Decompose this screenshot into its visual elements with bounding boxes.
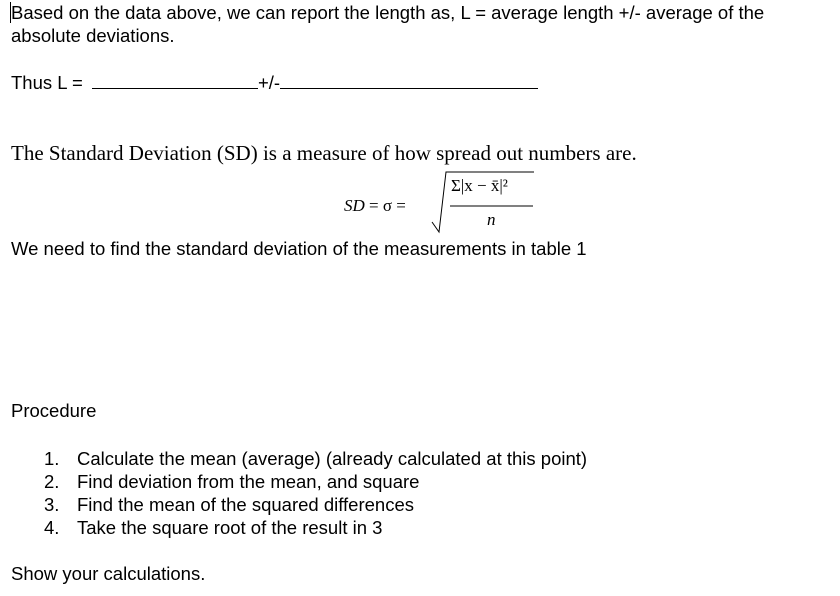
- square-root-icon: [344, 166, 544, 244]
- step-text: Calculate the mean (average) (already calculated at this point): [77, 448, 588, 469]
- sd-definition: The Standard Deviation (SD) is a measure of how spread out numbers are.: [11, 141, 637, 165]
- sd-formula: [344, 166, 544, 244]
- plus-minus-label: +/-: [257, 72, 281, 93]
- formula-denominator: n: [487, 210, 496, 229]
- thus-line: [11, 72, 538, 94]
- step-text: Find the mean of the squared differences: [77, 494, 414, 515]
- formula-numerator: Σ|x − x̄|²: [451, 176, 508, 195]
- step-number: 3.: [44, 494, 60, 515]
- closing-text: Show your calculations.: [11, 563, 206, 584]
- procedure-heading: Procedure: [11, 400, 97, 421]
- formula-sigma: = σ =: [364, 196, 406, 215]
- step-number: 1.: [44, 448, 60, 469]
- deviation-blank[interactable]: [280, 74, 538, 89]
- formula-sd-symbol: SD: [344, 196, 365, 215]
- intro-line-1: Based on the data above, we can report the length as, L = average length +/- average of the: [11, 2, 765, 23]
- intro-line-2: absolute deviations.: [11, 25, 175, 46]
- step-text: Take the square root of the result in 3: [77, 517, 383, 538]
- thus-label: Thus L =: [11, 72, 83, 93]
- step-number: 2.: [44, 471, 60, 492]
- average-length-blank[interactable]: [92, 74, 258, 89]
- task-text: We need to find the standard deviation of the measurements in table 1: [11, 238, 587, 259]
- step-number: 4.: [44, 517, 60, 538]
- step-text: Find deviation from the mean, and square: [77, 471, 420, 492]
